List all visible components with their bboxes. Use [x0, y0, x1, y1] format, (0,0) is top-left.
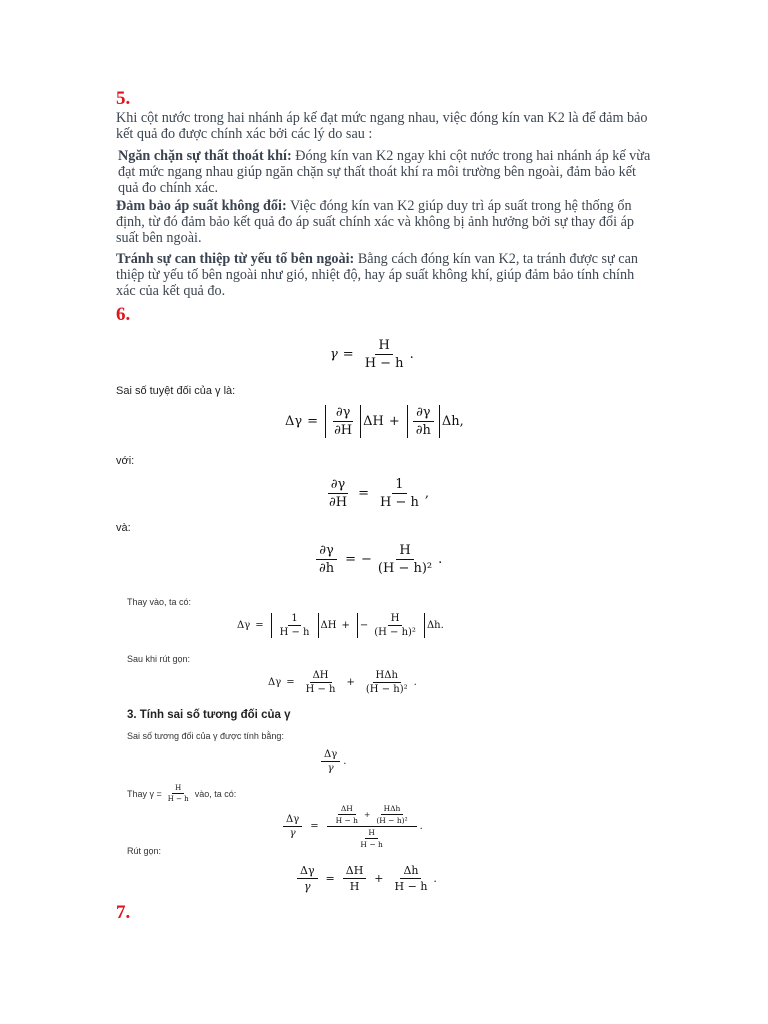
frac-den: ∂h	[415, 423, 431, 438]
label-abs-error: Sai số tuyệt đối của γ là:	[116, 385, 236, 397]
fraction-partial-h	[316, 543, 337, 576]
frac-den: γ	[327, 763, 334, 774]
label-substitute-gamma-pre: Thay γ =	[127, 788, 162, 799]
label-with: với:	[116, 455, 135, 467]
eq-delta-gamma: Δγ	[285, 414, 303, 429]
eq-dH: ΔH	[363, 414, 384, 429]
frac-den: ∂H	[334, 423, 353, 438]
eq-equals: =	[255, 620, 264, 631]
eq-equals: =	[345, 552, 357, 567]
frac-num: Δγ	[297, 864, 318, 879]
frac-num: HΔh	[373, 670, 401, 683]
equation-rel-final	[294, 864, 437, 893]
label-substitute-gamma-post: vào, ta có:	[194, 788, 237, 799]
eq-dh: Δh	[426, 620, 441, 631]
eq-equals: =	[342, 347, 354, 362]
frac-den: H − h	[364, 356, 404, 371]
eq-minus: −	[361, 552, 372, 567]
eq-plus: +	[364, 810, 371, 819]
eq-dH: ΔH	[320, 620, 337, 631]
fraction-dH-over-Hh	[333, 804, 361, 825]
abs-neg-H-over-Hh-sq	[357, 613, 425, 638]
fraction-partial-h	[413, 405, 434, 438]
eq-plus: +	[374, 872, 384, 885]
eq-minus: −	[359, 620, 369, 631]
equation-substituted	[237, 613, 444, 638]
frac-num: H	[388, 613, 403, 626]
fraction-HDh-over-Hh-sq	[373, 804, 410, 825]
equation-partial-H	[323, 477, 429, 510]
frac-num: H	[396, 543, 413, 560]
eq-plus: +	[341, 620, 350, 631]
frac-num: ΔH	[338, 804, 356, 815]
frac-den: H − h	[394, 880, 428, 893]
section-number-5: 5.	[116, 88, 131, 109]
intro-paragraph: Khi cột nước trong hai nhánh áp kế đạt mức ngang nhau, việc đóng kín van K2 là để đảm bảo kết quả đo được chính xác bởi các lý do sau :	[116, 110, 648, 142]
label-and: và:	[116, 522, 131, 534]
frac-den: H − h	[167, 795, 189, 803]
fraction-dgamma-over-gamma	[321, 749, 340, 774]
reason-2-text: Việc đóng kín van K2 giúp duy trì áp suất trong hệ thống ổn định, từ đó đảm bảo kết quả đo áp suất chính xác và không bị ảnh hưởng bởi sự thay đổi áp suất bên ngoài.	[116, 198, 634, 246]
section-number-6: 6.	[116, 304, 131, 325]
eq-plus: +	[388, 414, 400, 429]
fraction-H-over-Hh-inline	[165, 784, 192, 803]
frac-den: (H − h)²	[376, 816, 408, 825]
eq-period: .	[409, 347, 414, 362]
eq-equals: =	[325, 872, 335, 885]
frac-den: ∂h	[319, 561, 335, 576]
frac-den: H − h	[305, 684, 336, 695]
equation-abs-error	[285, 405, 464, 438]
eq-delta-gamma: Δγ	[237, 620, 251, 631]
compound-fraction	[327, 804, 417, 849]
label-rel-error: Sai số tương đối của γ được tính bằng:	[127, 731, 284, 741]
frac-den: γ	[289, 828, 296, 839]
eq-period: .	[419, 821, 423, 832]
fraction-dH-over-H	[343, 864, 367, 893]
fraction-dh-over-Hh	[392, 864, 431, 893]
fraction-partial-H	[331, 405, 355, 438]
reason-3-title: Tránh sự can thiệp từ yếu tố bên ngoài:	[116, 251, 355, 267]
label-substitute: Thay vào, ta có:	[127, 597, 192, 607]
frac-num: 1	[392, 477, 406, 494]
frac-den: γ	[303, 880, 311, 893]
eq-period: .	[438, 552, 443, 567]
eq-period: .	[433, 872, 437, 885]
frac-den: H − h	[279, 627, 310, 638]
label-after-simplify: Sau khi rút gọn:	[127, 654, 191, 664]
fraction-dH-over-Hh	[303, 670, 339, 695]
frac-den: (H − h)²	[365, 684, 408, 695]
reason-2-title: Đảm bảo áp suất không đổi:	[116, 198, 287, 214]
fraction-one-over-Hh	[277, 613, 313, 638]
eq-plus: +	[346, 677, 355, 688]
frac-num: HΔh	[381, 804, 404, 815]
fraction-dgamma-over-gamma	[283, 814, 302, 839]
frac-den: ∂H	[329, 495, 348, 510]
fraction-H-over-Hh-sq	[375, 543, 435, 576]
equation-rel-ratio	[318, 749, 346, 774]
eq-period: .	[440, 620, 444, 631]
frac-num: H	[172, 784, 184, 794]
frac-den: H − h	[335, 816, 359, 825]
heading-relative-error: 3. Tính sai số tương đối của γ	[127, 709, 291, 721]
eq-period: .	[343, 756, 347, 767]
reason-1-title: Ngăn chặn sự thất thoát khí:	[118, 148, 292, 164]
reason-1-text: Đóng kín van K2 ngay khi cột nước trong hai nhánh áp kế vừa đạt mức ngang nhau giúp ngăn chặn sự thất thoát khí ra môi trường bên ngoài, đảm bảo kết quả đo chính xác.	[118, 148, 651, 196]
eq-comma: ,	[424, 486, 429, 501]
abs-partial-h	[407, 405, 440, 438]
frac-den: H − h	[379, 495, 419, 510]
fraction-HDh-over-Hh-sq	[363, 670, 411, 695]
frac-den: (H − h)²	[377, 561, 433, 576]
equation-partial-h	[313, 543, 442, 576]
abs-one-over-Hh	[271, 613, 319, 638]
frac-num: ∂γ	[333, 405, 354, 422]
equation-rel-substituted	[280, 804, 423, 849]
reason-3	[116, 251, 656, 299]
label-simplify: Rút gọn:	[127, 846, 162, 856]
compound-numerator	[327, 804, 417, 827]
label-substitute-gamma	[127, 784, 236, 803]
frac-num: 1	[288, 613, 300, 626]
frac-num: ΔH	[310, 670, 332, 683]
frac-num: ∂γ	[413, 405, 434, 422]
reason-3-text: Bằng cách đóng kín van K2, ta tránh được sự can thiệp từ yếu tố bên ngoài như gió, nhiệt độ, hay áp suất không khí, giúp đảm bảo tính chính xác của kết quả đo.	[116, 251, 638, 299]
eq-equals: =	[358, 486, 369, 501]
eq-equals: =	[310, 821, 319, 832]
compound-denominator	[351, 827, 391, 849]
frac-num: ΔH	[343, 864, 367, 879]
frac-num: ∂γ	[316, 543, 337, 560]
frac-den: H	[349, 880, 360, 893]
equation-simplified-abs	[268, 670, 417, 695]
eq-period: .	[413, 677, 417, 688]
fraction-H-over-Hh-sq	[371, 613, 419, 638]
reason-2	[116, 198, 656, 246]
frac-num: H	[365, 828, 378, 839]
eq-comma: ,	[459, 414, 464, 429]
eq-equals: =	[286, 677, 295, 688]
fraction-H-over-Hh	[357, 828, 385, 849]
fraction-one-over-Hh	[377, 477, 422, 510]
eq-gamma-symbol: γ	[330, 347, 338, 362]
eq-dh: Δh	[441, 414, 460, 429]
section-number-7: 7.	[116, 902, 131, 923]
frac-den: H − h	[360, 840, 383, 849]
eq-delta-gamma: Δγ	[268, 677, 282, 688]
frac-num: H	[375, 338, 392, 355]
fraction-H-over-Hh	[362, 338, 407, 371]
abs-partial-H	[325, 405, 361, 438]
frac-num: Δh	[400, 864, 421, 879]
fraction-partial-H	[326, 477, 350, 510]
equation-gamma	[330, 338, 414, 371]
reason-1	[118, 148, 658, 196]
frac-num: Δγ	[283, 814, 302, 827]
frac-num: Δγ	[321, 749, 340, 762]
frac-num: ∂γ	[328, 477, 349, 494]
frac-den: (H − h)²	[374, 627, 416, 638]
eq-equals: =	[307, 414, 319, 429]
fraction-dgamma-over-gamma	[297, 864, 318, 893]
